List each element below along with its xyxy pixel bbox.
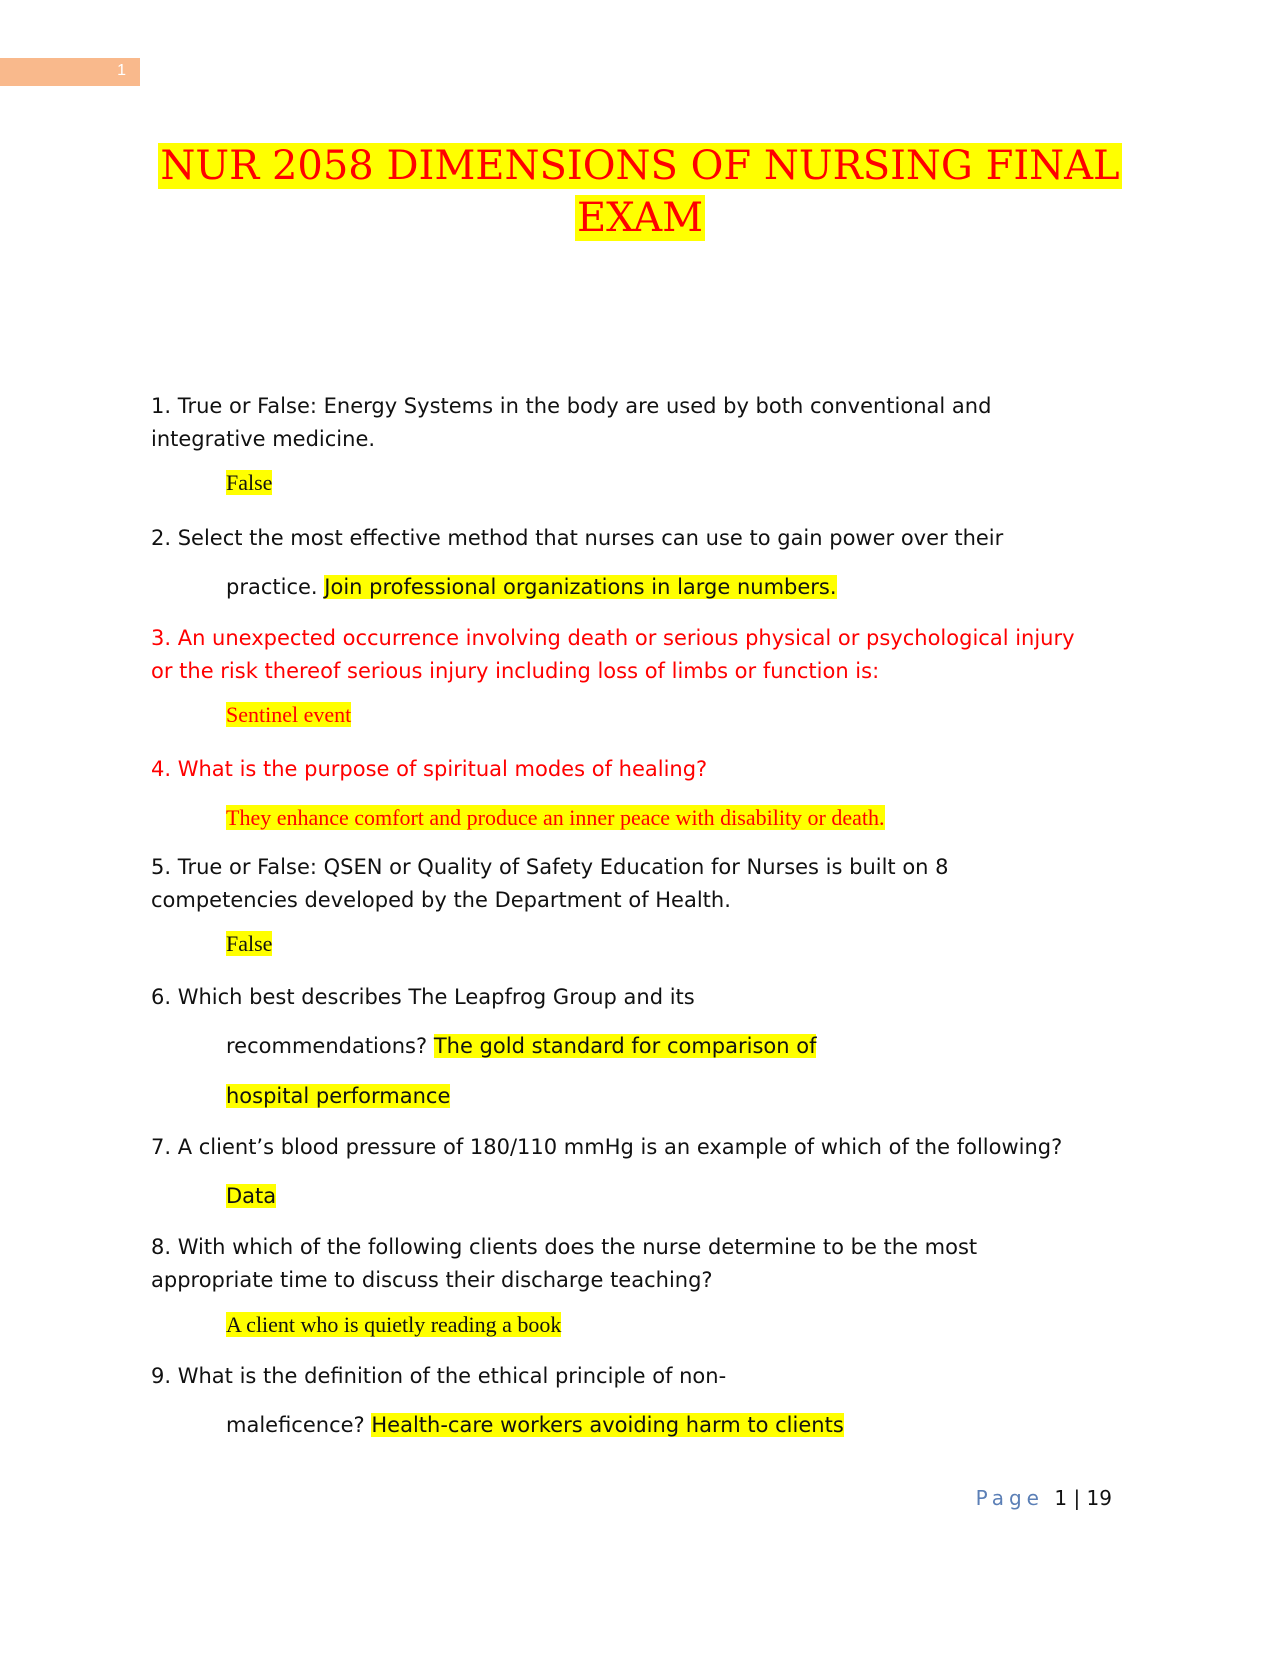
answer-2-lead: practice. [226, 575, 318, 599]
title-line-2: EXAM [576, 195, 704, 241]
answer-9-text: Health-care workers avoiding harm to clients [371, 1413, 844, 1437]
answer-9-lead: maleficence? [226, 1413, 365, 1437]
question-9: 9. What is the definition of the ethical principle of non- [151, 1364, 727, 1388]
title-line-1: NUR 2058 DIMENSIONS OF NURSING FINAL [160, 143, 1120, 189]
question-7: 7. A client’s blood pressure of 180/110 mmHg is an example of which of the following? [151, 1135, 1063, 1159]
page-number-tab [0, 58, 140, 86]
answer-7-text: Data [226, 1184, 277, 1208]
answer-5-text: False [226, 931, 273, 956]
footer-page-word: Page [975, 1486, 1044, 1510]
answer-6 [226, 1031, 1106, 1061]
question-2: 2. Select the most effective method that nurses can use to gain power over their [151, 526, 1004, 550]
question-8: 8. With which of the following clients does the nurse determine to be the most appropriate time to discuss their discharge teaching? [151, 1235, 978, 1292]
answer-7 [226, 1181, 1106, 1211]
footer-current-page: 1 [1054, 1486, 1068, 1510]
answer-9 [226, 1410, 1106, 1440]
answer-6-continued [226, 1081, 1106, 1111]
answer-5 [226, 929, 1106, 959]
page-footer [976, 1486, 1112, 1510]
question-4: 4. What is the purpose of spiritual modes of healing? [151, 757, 708, 781]
answer-1-text: False [226, 470, 273, 495]
answer-2-text: Join professional organizations in large numbers. [324, 575, 837, 599]
answer-8 [226, 1310, 1106, 1340]
answer-3 [226, 700, 1106, 730]
page-number-tab-label: 1 [117, 62, 126, 79]
question-1: 1. True or False: Energy Systems in the body are used by both conventional and integrative medicine. [151, 394, 992, 451]
answer-4-text: They enhance comfort and produce an inner peace with disability or death. [226, 805, 885, 830]
footer-total-pages: 19 [1086, 1486, 1112, 1510]
answer-4 [226, 803, 1106, 833]
answer-6-text-continued: hospital performance [226, 1084, 451, 1108]
document-title [0, 140, 1280, 244]
footer-separator: | [1073, 1486, 1081, 1510]
answer-8-text: A client who is quietly reading a book [226, 1312, 562, 1337]
question-3: 3. An unexpected occurrence involving death or serious physical or psychological injury or the risk thereof serious injury including loss of limbs or function is: [151, 626, 1075, 683]
question-5: 5. True or False: QSEN or Quality of Safety Education for Nurses is built on 8 competencies developed by the Department of Health. [151, 855, 949, 912]
answer-1 [226, 468, 1106, 498]
answer-6-lead: recommendations? [226, 1034, 428, 1058]
answer-2 [226, 572, 1106, 602]
question-6: 6. Which best describes The Leapfrog Group and its [151, 985, 695, 1009]
answer-6-text: The gold standard for comparison of [433, 1034, 817, 1058]
answer-3-text: Sentinel event [226, 702, 352, 727]
